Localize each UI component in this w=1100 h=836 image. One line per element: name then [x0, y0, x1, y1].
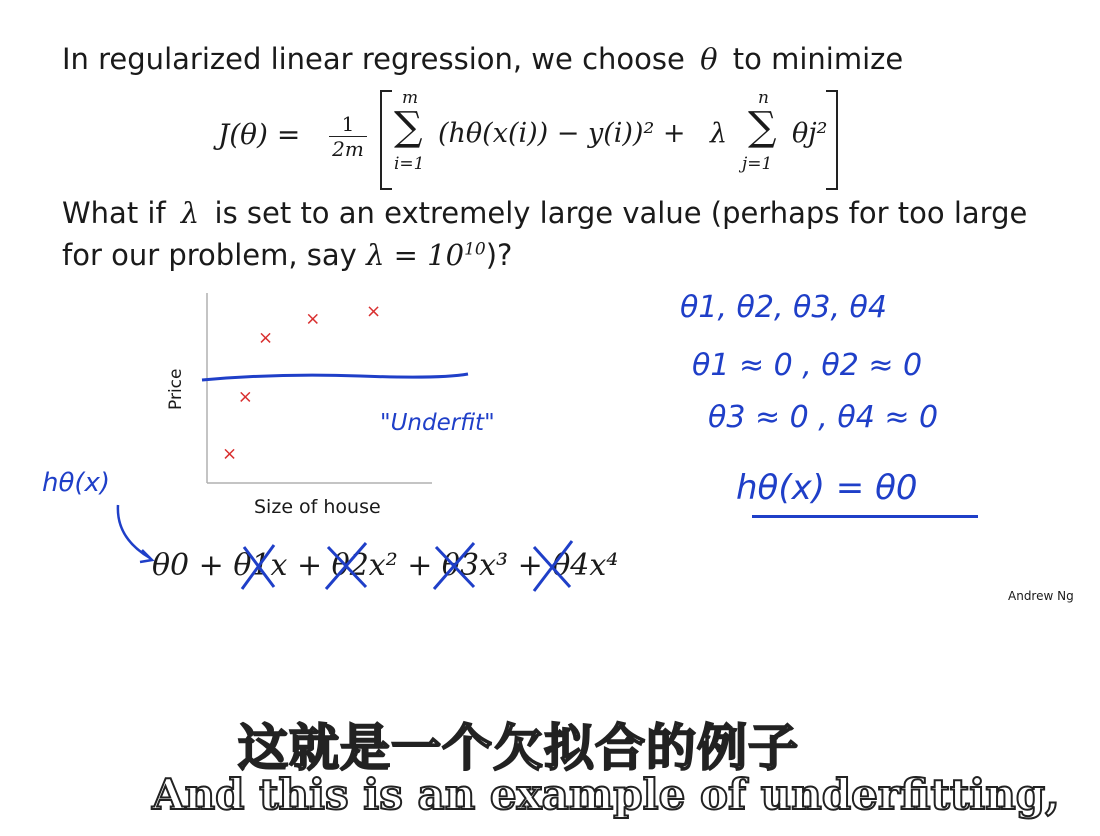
theta-symbol: θ	[700, 42, 718, 76]
cost-equation	[218, 88, 838, 193]
underfit-line	[202, 374, 468, 380]
right-bracket	[826, 90, 838, 190]
hypothesis-label: hθ(x)	[42, 468, 111, 498]
notes-hypothesis-constant: hθ(x) = θ0	[736, 468, 918, 508]
author-credit: Andrew Ng	[1008, 589, 1074, 603]
question-prefix: What if	[62, 196, 166, 230]
question-line-1	[62, 196, 1027, 230]
lambda-symbol-2: λ	[180, 196, 200, 230]
sum1-lower: i=1	[394, 154, 425, 174]
sum2-lower: j=1	[742, 154, 773, 174]
strike-x2	[326, 543, 366, 589]
data-point-3: ×	[257, 327, 274, 349]
y-axis-label: Price	[166, 368, 186, 410]
left-bracket	[380, 90, 392, 190]
hypothesis-expression: θ0 + θ1x + θ2x² + θ3x³ + θ4x⁴	[152, 548, 619, 583]
x-axis-label: Size of house	[254, 496, 381, 518]
data-point-2: ×	[237, 386, 253, 408]
question-line-2	[62, 238, 512, 272]
notes-theta12-zero: θ1 ≈ 0 , θ2 ≈ 0	[692, 348, 923, 383]
question2-prefix: for our problem, say	[62, 238, 357, 272]
strike-x1	[242, 545, 274, 589]
subtitle-chinese: 这就是一个欠拟合的例子	[238, 719, 799, 777]
notes-theta-list: θ1, θ2, θ3, θ4	[680, 290, 887, 325]
notes-underline	[752, 515, 978, 518]
underfit-annotation: "Underfit"	[380, 410, 495, 436]
lambda-expression: λ = 10	[366, 238, 465, 272]
strike-marks	[230, 535, 590, 595]
intro-suffix: to minimize	[732, 42, 904, 76]
lambda-symbol: λ	[710, 118, 728, 149]
cost-lhs: J(θ) =	[218, 118, 301, 151]
data-point-4: ×	[305, 308, 321, 330]
fraction-denominator: 2m	[329, 136, 367, 161]
intro-line	[62, 42, 903, 76]
sum2-sigma: ∑	[748, 104, 777, 150]
data-point-1: ×	[221, 443, 238, 465]
data-point-5: ×	[365, 301, 382, 322]
strike-x3	[434, 543, 474, 589]
question2-suffix: )?	[485, 238, 513, 272]
fraction-numerator: 1	[341, 112, 355, 136]
sum1-upper: m	[402, 88, 419, 108]
regularization-term: θj²	[792, 118, 828, 149]
intro-prefix: In regularized linear regression, we choose	[62, 42, 685, 76]
fraction	[329, 112, 367, 161]
strike-x4	[534, 541, 572, 591]
subtitle-english: And this is an example of underfitting,	[152, 770, 1060, 819]
sum2-upper: n	[758, 88, 769, 108]
price-plot	[160, 285, 490, 525]
lambda-exponent: 10	[464, 239, 486, 260]
notes-theta34-zero: θ3 ≈ 0 , θ4 ≈ 0	[708, 400, 939, 435]
data-points	[222, 301, 381, 465]
error-term: (hθ(x(i)) − y(i))² +	[438, 118, 686, 149]
question-suffix: is set to an extremely large value (perhaps for too large	[214, 196, 1028, 230]
sum1-sigma: ∑	[394, 104, 423, 150]
